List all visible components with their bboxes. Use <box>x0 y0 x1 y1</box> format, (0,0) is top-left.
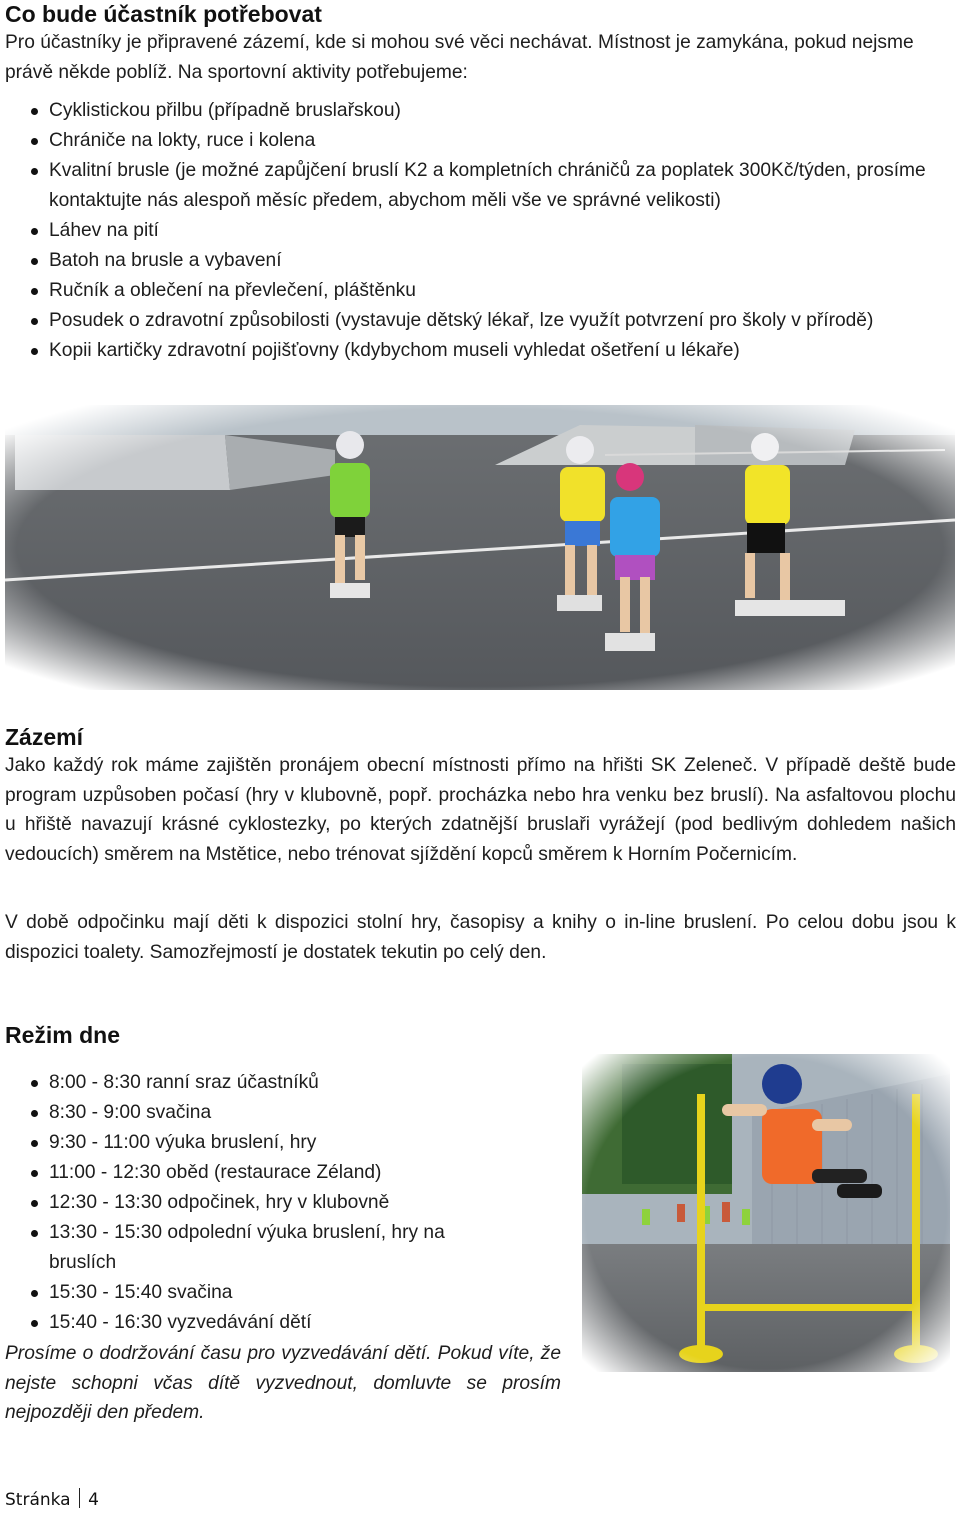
footer-label: Stránka <box>5 1490 71 1510</box>
section-heading-facility: Zázemí <box>5 724 83 750</box>
list-item: 8:00 - 8:30 ranní sraz účastníků <box>5 1068 565 1098</box>
list-item: Kvalitní brusle (je možné zapůjčení bruslí K2 a kompletních chráničů za poplatek 300Kč/týden, prosíme kontaktujte nás alespoň měsíc předem, abychom měli vše ve správné velikosti) <box>5 156 960 216</box>
list-item: 8:30 - 9:00 svačina <box>5 1098 565 1128</box>
list-item: 15:40 - 16:30 vyzvedávání dětí <box>5 1308 565 1338</box>
list-item: Láhev na pití <box>5 216 960 246</box>
list-item: 9:30 - 11:00 výuka bruslení, hry <box>5 1128 565 1158</box>
page-footer <box>5 1488 99 1510</box>
facility-paragraph: Jako každý rok máme zajištěn pronájem obecní místnosti přímo na hřišti SK Zeleneč. V případě deště bude program uzpůsoben počasí (hry v klubovně, popř. procházka nebo hra venku bez bruslí). Na asfaltovou plochu u hřiště navazují krásné cyklostezky, po kterých zdatnější bruslaři vyrážejí (pod bedlivým dohledem našich vedoucích) směrem na Mstětice, nebo trénovat sjíždění kopců směrem k Horním Počernicím. <box>5 755 956 865</box>
section-heading-needs: Co bude účastník potřebovat <box>5 1 322 27</box>
skating-kids-photo <box>5 405 955 690</box>
list-item: Kopii kartičky zdravotní pojišťovny (kdybychom museli vyhledat ošetření u lékaře) <box>5 336 960 366</box>
list-item: Batoh na brusle a vybavení <box>5 246 960 276</box>
list-item: 13:30 - 15:30 odpolední výuka bruslení, hry na bruslích <box>5 1218 565 1278</box>
footer-separator <box>79 1488 81 1508</box>
page-number: 4 <box>88 1490 99 1510</box>
list-item: Ručník a oblečení na převlečení, pláštěnku <box>5 276 960 306</box>
schedule-list <box>5 1068 565 1338</box>
list-item: Cyklistickou přilbu (případně bruslařskou) <box>5 96 960 126</box>
facility-paragraph: V době odpočinku mají děti k dispozici stolní hry, časopisy a knihy o in-line bruslení. Po celou dobu jsou k dispozici toalety. Samozřejmostí je dostatek tekutin po celý den. <box>5 912 956 963</box>
needs-intro: Pro účastníky je připravené zázemí, kde si mohou své věci nechávat. Místnost je zamykána, pokud nejsme právě někde poblíž. Na sportovní aktivity potřebujeme: <box>5 32 914 83</box>
list-item: Posudek o zdravotní způsobilosti (vystavuje dětský lékař, lze využít potvrzení pro školy v přírodě) <box>5 306 960 336</box>
pickup-note: Prosíme o dodržování času pro vyzvedávání dětí. Pokud víte, že nejste schopni včas dítě vyzvednout, domluvte se prosím nejpozději den předem. <box>5 1343 561 1423</box>
list-item: 11:00 - 12:30 oběd (restaurace Zéland) <box>5 1158 565 1188</box>
list-item: Chrániče na lokty, ruce i kolena <box>5 126 960 156</box>
section-heading-schedule: Režim dne <box>5 1022 121 1048</box>
hurdle-jump-photo <box>582 1054 950 1372</box>
list-item: 12:30 - 13:30 odpočinek, hry v klubovně <box>5 1188 565 1218</box>
equipment-list <box>5 96 960 366</box>
list-item: 15:30 - 15:40 svačina <box>5 1278 565 1308</box>
